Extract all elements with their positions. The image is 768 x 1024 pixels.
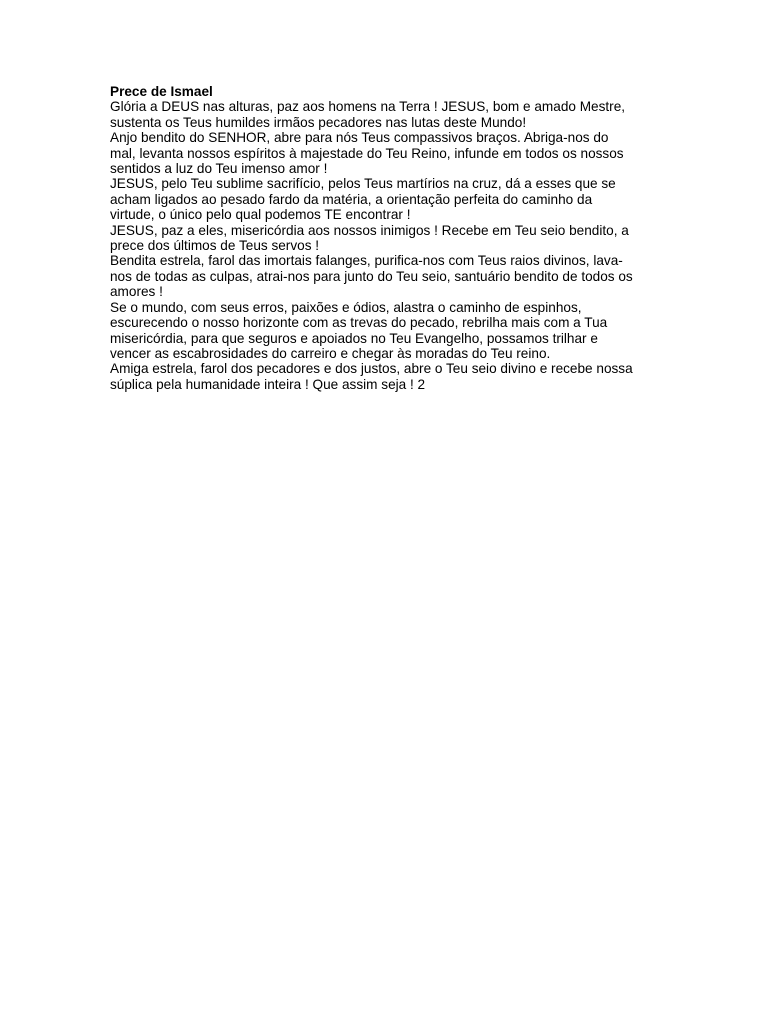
text-line: virtude, o único pelo qual podemos TE encontrar ! — [110, 207, 411, 223]
text-line: mal, levanta nossos espíritos à majestade do Teu Reino, infunde em todos os nossos — [110, 145, 624, 161]
text-line: escurecendo o nosso horizonte com as trevas do pecado, rebrilha mais com a Tua — [110, 315, 608, 331]
text-line: Amiga estrela, farol dos pecadores e dos justos, abre o Teu seio divino e recebe nossa — [110, 361, 633, 377]
document-title: Prece de Ismael — [110, 84, 213, 99]
text-line: sustenta os Teus humildes irmãos pecadores nas lutas deste Mundo! — [110, 114, 527, 130]
text-line: JESUS, paz a eles, misericórdia aos nossos inimigos ! Recebe em Teu seio bendito, a — [110, 222, 629, 238]
text-line: Bendita estrela, farol das imortais falanges, purifica-nos com Teus raios divinos, lava- — [110, 253, 623, 269]
text-line: misericórdia, para que seguros e apoiados no Teu Evangelho, possamos trilhar e — [110, 330, 598, 346]
document-body — [110, 84, 665, 392]
text-line: sentidos a luz do Teu imenso amor ! — [110, 161, 328, 177]
text-line: JESUS, pelo Teu sublime sacrifício, pelos Teus martírios na cruz, dá a esses que se — [110, 176, 616, 192]
text-line: Anjo bendito do SENHOR, abre para nós Teus compassivos braços. Abriga-nos do — [110, 130, 609, 146]
text-line: nos de todas as culpas, atrai-nos para junto do Teu seio, santuário bendito de todos os — [110, 268, 633, 284]
text-line: Se o mundo, com seus erros, paixões e ódios, alastra o caminho de espinhos, — [110, 299, 582, 315]
text-line: Glória a DEUS nas alturas, paz aos homens na Terra ! JESUS, bom e amado Mestre, — [110, 99, 626, 115]
text-line: amores ! — [110, 284, 163, 300]
text-line: acham ligados ao pesado fardo da matéria, a orientação perfeita do caminho da — [110, 191, 593, 207]
text-line: prece dos últimos de Teus servos ! — [110, 238, 320, 254]
text-line: súplica pela humanidade inteira ! Que assim seja ! 2 — [110, 376, 426, 392]
text-line: vencer as escabrosidades do carreiro e chegar às moradas do Teu reino. — [110, 345, 551, 361]
